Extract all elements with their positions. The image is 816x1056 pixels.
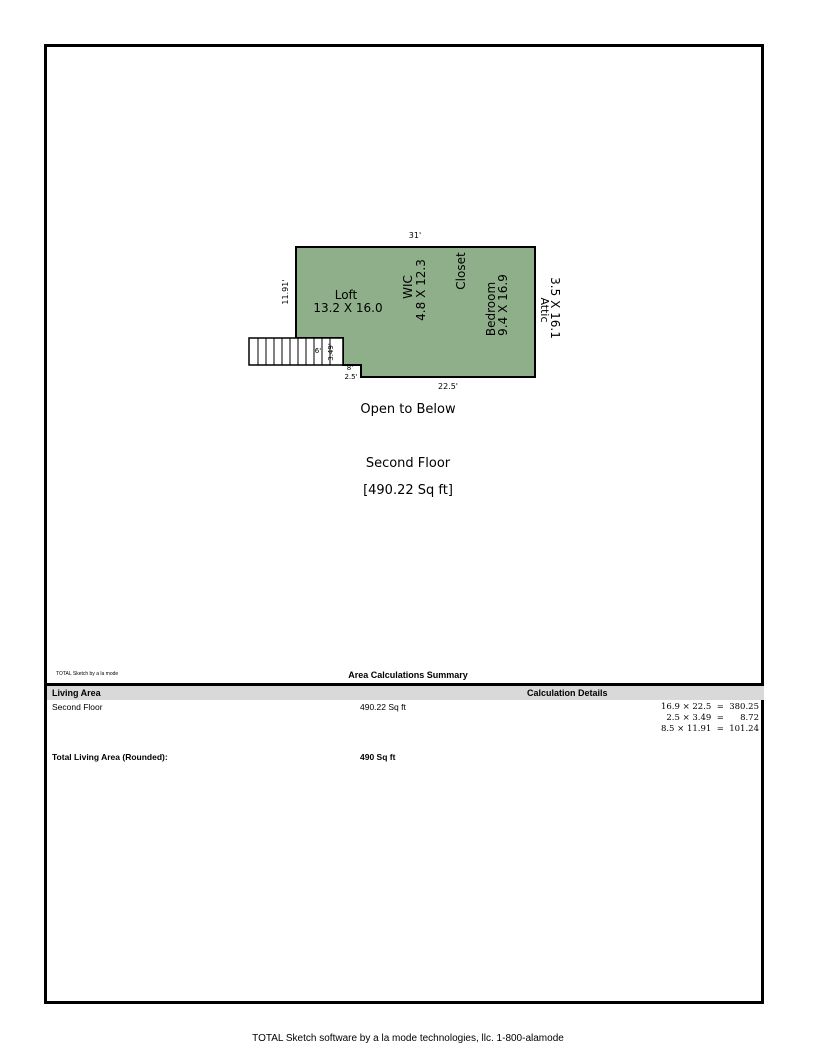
closet-name: Closet bbox=[454, 252, 468, 290]
floor-area: [490.22 Sq ft] bbox=[363, 483, 453, 498]
total-value: 490 Sq ft bbox=[360, 752, 396, 762]
dim-left: 11.91' bbox=[281, 279, 290, 305]
loft-name: Loft bbox=[334, 288, 358, 302]
dim-notch-b: 8' bbox=[346, 364, 354, 372]
loft-size: 13.2 X 16.0 bbox=[313, 301, 383, 315]
calc-line: 16.9 × 22.5 = 380.25 bbox=[660, 702, 759, 712]
attic-name: Attic bbox=[538, 297, 551, 323]
software-credit: TOTAL Sketch by a la mode bbox=[56, 671, 119, 677]
header-calculation-details: Calculation Details bbox=[527, 688, 608, 698]
summary-header bbox=[47, 686, 764, 700]
attic-size: 3.5 X 16.1 bbox=[548, 277, 562, 339]
bedroom-name: Bedroom bbox=[484, 281, 498, 337]
dim-notch-a: 2.5' bbox=[344, 373, 358, 381]
calc-line: 8.5 × 11.91 = 101.24 bbox=[660, 724, 759, 734]
wic-name: WIC bbox=[401, 275, 415, 299]
calculation-details bbox=[661, 702, 759, 735]
dim-top: 31' bbox=[408, 231, 422, 240]
footer-credit: TOTAL Sketch software by a la mode technologies, llc. 1-800-alamode bbox=[252, 1033, 564, 1044]
dim-stair-depth: 3.49' bbox=[327, 343, 335, 361]
open-to-below-label: Open to Below bbox=[360, 402, 456, 417]
dim-stair-width: 6' bbox=[314, 347, 322, 355]
total-label: Total Living Area (Rounded): bbox=[52, 752, 168, 762]
row-area: 490.22 Sq ft bbox=[360, 702, 406, 712]
header-living-area: Living Area bbox=[52, 688, 101, 698]
bedroom-size: 9.4 X 16.9 bbox=[496, 274, 510, 336]
dim-bottom: 22.5' bbox=[437, 382, 459, 391]
floor-name: Second Floor bbox=[365, 456, 451, 471]
summary-title: Area Calculations Summary bbox=[348, 670, 468, 680]
row-name: Second Floor bbox=[52, 702, 103, 712]
calc-line: 2.5 × 3.49 = 8.72 bbox=[666, 713, 759, 723]
wic-size: 4.8 X 12.3 bbox=[414, 259, 428, 321]
